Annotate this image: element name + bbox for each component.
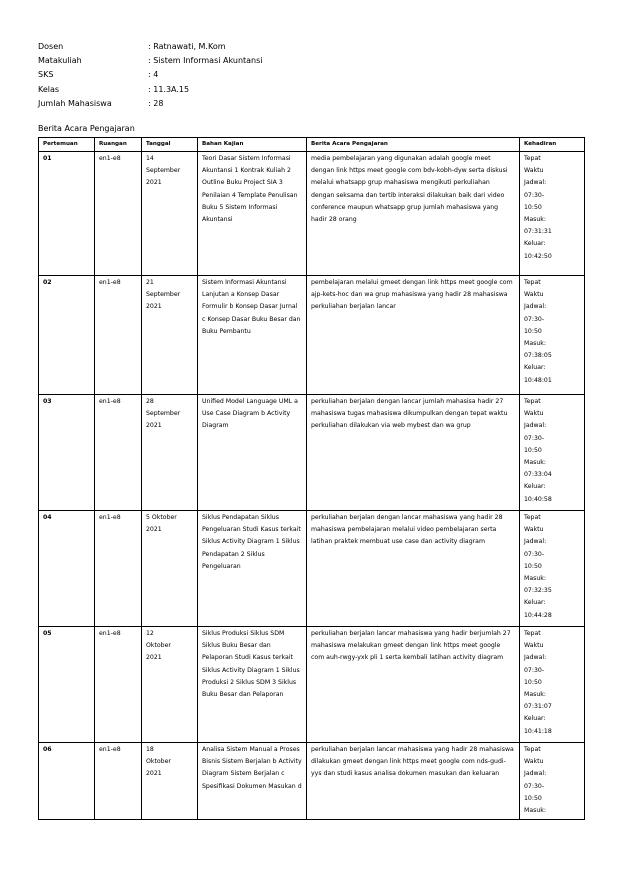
info-value: : Sistem Informasi Akuntansi [148, 56, 263, 66]
topic-cell: Siklus Produksi Siklus SDM Siklus Buku Besar dan Pelaporan Studi Kasus terkait Siklus Activity Diagram 1 Siklus Produksi 2 Siklus SDM 3 Siklus Buku Besar dan Pelaporan [198, 627, 307, 743]
meeting-number: 05 [39, 627, 95, 743]
table-row [39, 395, 585, 511]
table-row [39, 743, 585, 820]
header-date: Tanggal [142, 138, 198, 152]
table-row [39, 511, 585, 627]
date-cell: 12 Oktober 2021 [142, 627, 198, 743]
topic-cell: Analisa Sistem Manual a Proses Bisnis Sistem Berjalan b Activity Diagram Sistem Berjalan c Spesifikasi Dokumen Masukan d [198, 743, 307, 820]
report-cell: media pembelajaran yang digunakan adalah google meet dengan link https meet google com bdv-kobh-dyw serta diskusi melalui whatsapp grup mahasiswa mengikuti perkuliahan dengan seksama dan tertib interaksi dilakukan baik dari video conference maupun whatsapp grup jumlah mahasiswa yang hadir 28 orang [307, 152, 520, 276]
table-row [39, 627, 585, 743]
room-cell: en1-e8 [95, 276, 142, 395]
meeting-number: 03 [39, 395, 95, 511]
room-cell: en1-e8 [95, 395, 142, 511]
info-value: : Ratnawati, M.Kom [148, 42, 226, 51]
header-attendance: Kehadiran [520, 138, 585, 152]
room-cell: en1-e8 [95, 627, 142, 743]
meeting-number: 01 [39, 152, 95, 276]
info-label: SKS [38, 70, 54, 80]
attendance-cell: Tepat Waktu Jadwal: 07:30- 10:50 Masuk: 07:32:35 Keluar: 10:44:28 [520, 511, 585, 627]
topic-cell: Siklus Pendapatan Siklus Pengeluaran Studi Kasus terkait Siklus Activity Diagram 1 Siklus Pendapatan 2 Siklus Pengeluaran [198, 511, 307, 627]
attendance-cell: Tepat Waktu Jadwal: 07:30- 10:50 Masuk: 07:33:04 Keluar: 10:40:58 [520, 395, 585, 511]
header-meeting: Pertemuan [39, 138, 95, 152]
topic-cell: Sistem Informasi Akuntansi Lanjutan a Konsep Dasar Formulir b Konsep Dasar Jurnal c Konsep Dasar Buku Besar dan Buku Pembantu [198, 276, 307, 395]
room-cell: en1-e8 [95, 743, 142, 820]
room-cell: en1-e8 [95, 152, 142, 276]
info-value: : 4 [148, 70, 159, 80]
section-title: Berita Acara Pengajaran [38, 124, 135, 133]
report-cell: perkuliahan berjalan lancar mahasiswa yang hadir 28 mahasiswa dilakukan gmeet dengan link https meet google com nds-gudi-yys dan studi kasus analisa dokumen masukan dan keluaran [307, 743, 520, 820]
topic-cell: Teori Dasar Sistem Informasi Akuntansi 1 Kontrak Kuliah 2 Outline Buku Project SIA 3 Penilaian 4 Template Penulisan Buku 5 Sistem Informasi Akuntansi [198, 152, 307, 276]
attendance-cell: Tepat Waktu Jadwal: 07:30- 10:50 Masuk: 07:31:07 Keluar: 10:41:18 [520, 627, 585, 743]
table-header-row [39, 138, 585, 152]
date-cell: 14 September 2021 [142, 152, 198, 276]
report-cell: perkuliahan berjalan dengan lancar jumlah mahasisa hadir 27 mahasiswa tugas mahasiswa dikumpulkan dengan tepat waktu perkuliahan dilakukan via web mybest dan wa grup [307, 395, 520, 511]
report-cell: perkuliahan berjalan lancar mahasiswa yang hadir berjumlah 27 mahasiswa melakukan gmeet dengan link https meet google com auh-rwgy-yxk pli 1 serta kembali latihan activity diagram [307, 627, 520, 743]
table-row [39, 152, 585, 276]
date-cell: 28 September 2021 [142, 395, 198, 511]
meeting-number: 06 [39, 743, 95, 820]
info-label: Matakuliah [38, 56, 82, 66]
attendance-cell: Tepat Waktu Jadwal: 07:30- 10:50 Masuk: [520, 743, 585, 820]
info-label: Jumlah Mahasiswa [38, 98, 112, 108]
attendance-cell: Tepat Waktu Jadwal: 07:30- 10:50 Masuk: 07:31:31 Keluar: 10:42:50 [520, 152, 585, 276]
info-value: : 28 [148, 98, 164, 108]
info-value: : 11.3A.15 [148, 84, 190, 94]
info-row-lecturer [38, 40, 263, 54]
header-topic: Bahan Kajian [198, 138, 307, 152]
teaching-report-table [38, 137, 585, 820]
header-room: Ruangan [95, 138, 142, 152]
attendance-cell: Tepat Waktu Jadwal: 07:30- 10:50 Masuk: 07:38:05 Keluar: 10:48:01 [520, 276, 585, 395]
info-row-course [38, 54, 263, 68]
room-cell: en1-e8 [95, 511, 142, 627]
date-cell: 5 Oktober 2021 [142, 511, 198, 627]
info-row-class [38, 83, 263, 97]
info-row-credits [38, 68, 263, 82]
info-label: Kelas [38, 84, 60, 94]
meeting-number: 02 [39, 276, 95, 395]
table-row [39, 276, 585, 395]
info-row-students [38, 97, 263, 111]
report-cell: pembelajaran melalui gmeet dengan link https meet google com ajp-kets-hoc dan wa grup mahasiswa yang hadir 28 mahasiswa perkuliahan berjalan lancar [307, 276, 520, 395]
course-info [38, 40, 263, 111]
topic-cell: Unified Model Language UML a Use Case Diagram b Activity Diagram [198, 395, 307, 511]
report-cell: perkuliahan berjalan dengan lancar mahasiswa yang hadir 28 mahasiswa pembelajaran melalui video pembelajaran serta latihan praktek membuat use case dan activity diagram [307, 511, 520, 627]
info-label: Dosen [38, 42, 64, 51]
meeting-number: 04 [39, 511, 95, 627]
header-report: Berita Acara Pengajaran [307, 138, 520, 152]
date-cell: 18 Oktober 2021 [142, 743, 198, 820]
date-cell: 21 September 2021 [142, 276, 198, 395]
